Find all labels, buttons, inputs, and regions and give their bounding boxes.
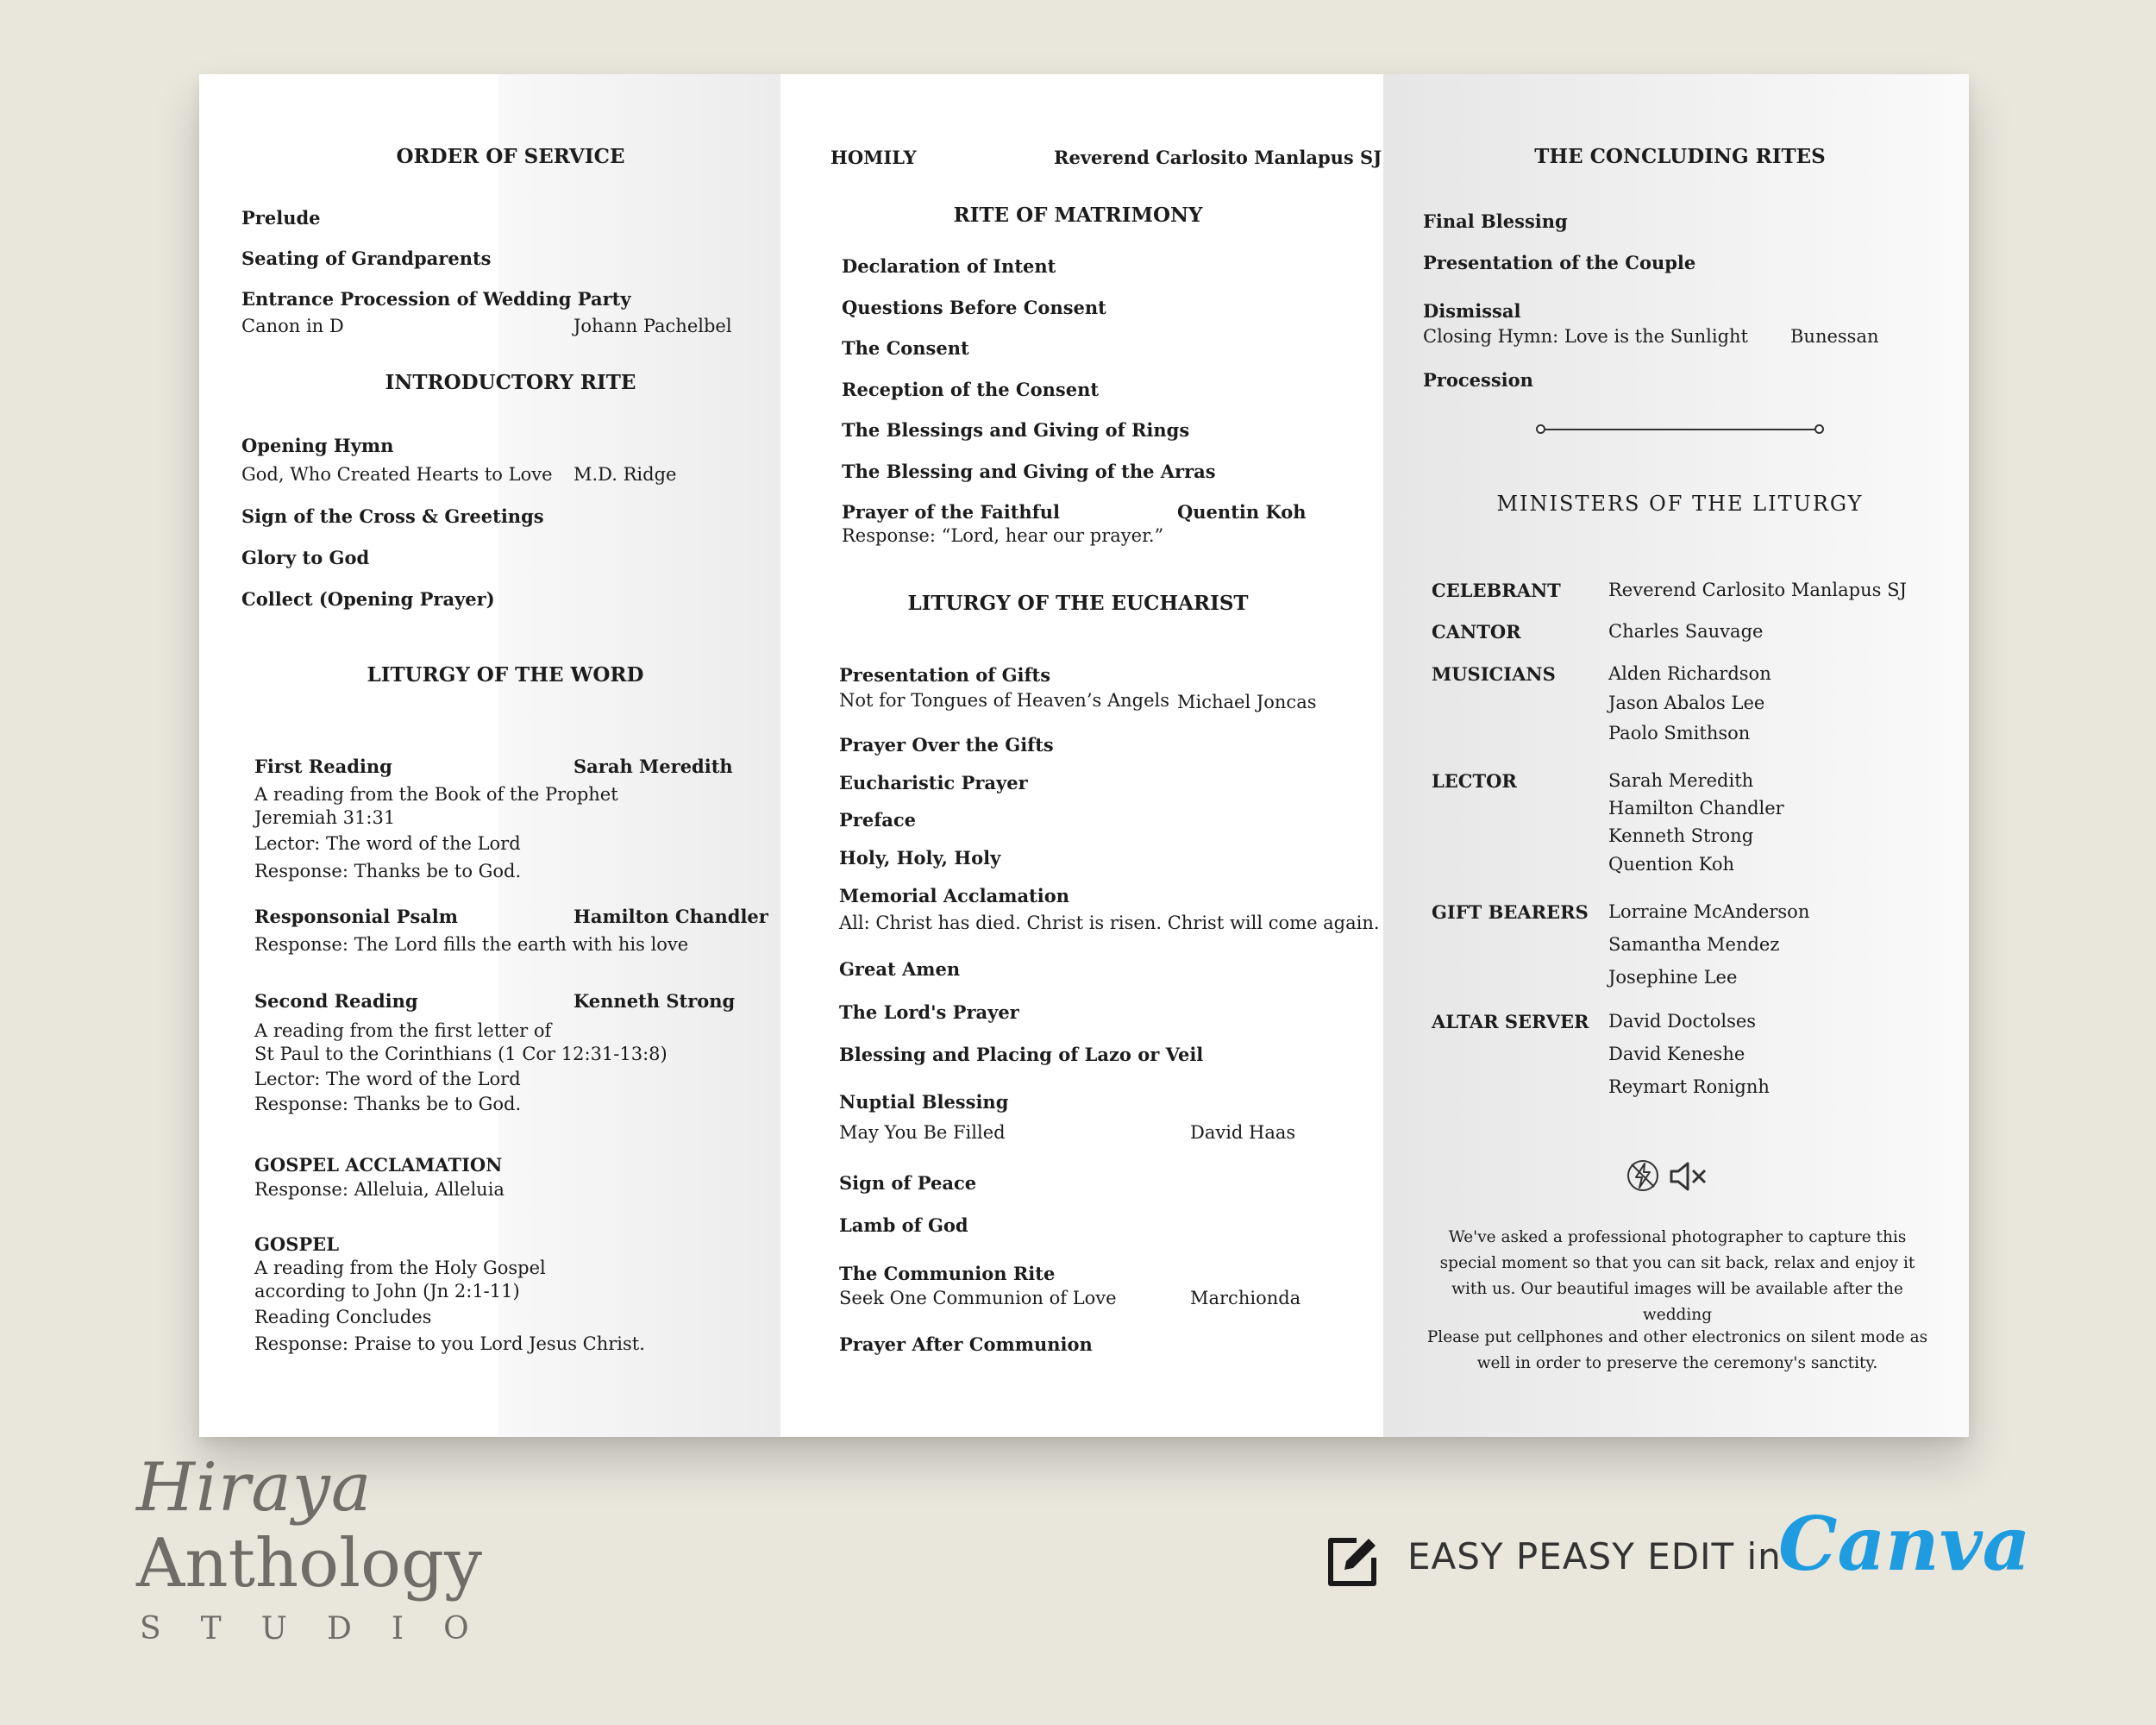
homily: HOMILY bbox=[830, 147, 917, 168]
first-reading-line: Response: Thanks be to God. bbox=[254, 861, 522, 881]
edit-icon bbox=[1324, 1534, 1381, 1590]
presentation-of-gifts: Presentation of Gifts bbox=[839, 664, 1051, 686]
homily-priest: Reverend Carlosito Manlapus SJ bbox=[1054, 147, 1382, 168]
procession: Procession bbox=[1423, 369, 1533, 391]
sign-of-cross: Sign of the Cross & Greetings bbox=[241, 505, 544, 527]
communion-piece: Seek One Communion of Love bbox=[839, 1288, 1117, 1308]
minister-name: Alden Richardson bbox=[1608, 663, 1771, 684]
divider-end-dot bbox=[1536, 424, 1545, 434]
gifts-piece: Not for Tongues of Heaven’s Angels bbox=[839, 690, 1170, 711]
prayer-after-communion: Prayer After Communion bbox=[839, 1333, 1093, 1355]
great-amen: Great Amen bbox=[839, 958, 961, 980]
minister-name: Quention Koh bbox=[1608, 854, 1734, 875]
second-reading-line: St Paul to the Corinthians (1 Cor 12:31-13:8) bbox=[254, 1044, 667, 1064]
second-reading-line: Response: Thanks be to God. bbox=[254, 1094, 522, 1114]
nuptial-composer: David Haas bbox=[1190, 1122, 1296, 1143]
lazo-or-veil: Blessing and Placing of Lazo or Veil bbox=[839, 1044, 1204, 1065]
glory-to-god: Glory to God bbox=[241, 547, 370, 568]
the-consent: The Consent bbox=[842, 337, 969, 359]
memorial-acclamation: Memorial Acclamation bbox=[839, 885, 1070, 906]
gospel-line: according to John (Jn 2:1-11) bbox=[254, 1281, 520, 1302]
minister-name: Sarah Meredith bbox=[1608, 770, 1754, 791]
entrance-composer: Johann Pachelbel bbox=[573, 316, 732, 336]
faithful-reader: Quentin Koh bbox=[1177, 501, 1307, 523]
presentation-of-couple: Presentation of the Couple bbox=[1423, 252, 1696, 273]
nuptial-piece: May You Be Filled bbox=[839, 1122, 1006, 1143]
communion-rite: The Communion Rite bbox=[839, 1263, 1056, 1284]
second-reading-line: Lector: The word of the Lord bbox=[254, 1069, 521, 1089]
psalm-reader: Hamilton Chandler bbox=[573, 906, 768, 927]
minister-name: Reymart Ronignh bbox=[1608, 1076, 1770, 1097]
dismissal: Dismissal bbox=[1423, 300, 1521, 322]
responsorial-psalm: Responsonial Psalm bbox=[254, 906, 458, 927]
opening-hymn: Opening Hymn bbox=[241, 435, 394, 456]
closing-hymn: Closing Hymn: Love is the Sunlight bbox=[1423, 326, 1748, 347]
minister-name: David Keneshe bbox=[1608, 1044, 1745, 1064]
introductory-rite-heading: INTRODUCTORY RITE bbox=[385, 371, 636, 394]
logo-studio: STUDIO bbox=[140, 1611, 509, 1647]
memorial-line: All: Christ has died. Christ is risen. Christ will come again. bbox=[839, 913, 1380, 933]
communion-composer: Marchionda bbox=[1190, 1288, 1301, 1308]
minister-name: Josephine Lee bbox=[1608, 967, 1738, 988]
easy-edit-text: EASY PEASY EDIT in bbox=[1407, 1535, 1782, 1578]
role-label: LECTOR bbox=[1432, 770, 1517, 792]
gospel: GOSPEL bbox=[254, 1233, 339, 1255]
prayer-over-gifts: Prayer Over the Gifts bbox=[839, 734, 1054, 756]
gospel-acclamation: GOSPEL ACCLAMATION bbox=[254, 1154, 503, 1176]
second-reader: Kenneth Strong bbox=[573, 990, 736, 1012]
mute-icon bbox=[1669, 1160, 1708, 1193]
opening-hymn-composer: M.D. Ridge bbox=[573, 464, 677, 485]
gospel-acclamation-response: Response: Alleluia, Alleluia bbox=[254, 1179, 505, 1200]
canva-logo: Canva bbox=[1778, 1501, 2031, 1588]
liturgy-of-word-heading: LITURGY OF THE WORD bbox=[367, 663, 644, 687]
logo-hiraya: Hiraya bbox=[136, 1449, 373, 1527]
final-blessing: Final Blessing bbox=[1423, 210, 1568, 232]
lamb-of-god: Lamb of God bbox=[839, 1214, 968, 1236]
blessing-of-arras: The Blessing and Giving of the Arras bbox=[842, 461, 1216, 482]
minister-name: Kenneth Strong bbox=[1608, 825, 1754, 846]
minister-name: Paolo Smithson bbox=[1608, 723, 1751, 743]
eucharistic-prayer: Eucharistic Prayer bbox=[839, 772, 1028, 794]
questions-before-consent: Questions Before Consent bbox=[842, 297, 1106, 318]
declaration-of-intent: Declaration of Intent bbox=[842, 255, 1056, 277]
second-reading-line: A reading from the first letter of bbox=[254, 1020, 552, 1041]
role-label: GIFT BEARERS bbox=[1432, 901, 1589, 923]
minister-name: David Doctolses bbox=[1608, 1011, 1757, 1032]
silent-mode-note: Please put cellphones and other electronics on silent mode as well in order to preserve the ceremony's sanctity. bbox=[1426, 1328, 1928, 1372]
first-reading-line: Lector: The word of the Lord bbox=[254, 833, 521, 854]
rite-of-matrimony-heading: RITE OF MATRIMONY bbox=[953, 204, 1203, 227]
gospel-line: Reading Concludes bbox=[254, 1307, 432, 1327]
minister-name: Hamilton Chandler bbox=[1608, 798, 1784, 819]
sign-of-peace: Sign of Peace bbox=[839, 1172, 977, 1194]
seating-grandparents: Seating of Grandparents bbox=[241, 248, 492, 269]
minister-name: Charles Sauvage bbox=[1608, 621, 1764, 642]
lords-prayer: The Lord's Prayer bbox=[839, 1001, 1019, 1023]
entrance-procession: Entrance Procession of Wedding Party bbox=[241, 288, 631, 310]
order-of-service-heading: ORDER OF SERVICE bbox=[396, 145, 625, 168]
minister-name: Jason Abalos Lee bbox=[1608, 693, 1765, 713]
role-label: MUSICIANS bbox=[1432, 663, 1556, 685]
holy-holy-holy: Holy, Holy, Holy bbox=[839, 847, 1001, 869]
role-label: CELEBRANT bbox=[1432, 580, 1561, 601]
preface: Preface bbox=[839, 809, 917, 831]
ministers-heading: MINISTERS OF THE LITURGY bbox=[1496, 492, 1864, 516]
collect: Collect (Opening Prayer) bbox=[241, 588, 495, 610]
gospel-line: A reading from the Holy Gospel bbox=[254, 1258, 546, 1278]
gospel-line: Response: Praise to you Lord Jesus Christ. bbox=[254, 1333, 645, 1354]
minister-name: Samantha Mendez bbox=[1608, 934, 1780, 955]
reception-of-consent: Reception of the Consent bbox=[842, 379, 1100, 400]
minister-name: Lorraine McAnderson bbox=[1608, 901, 1810, 922]
minister-name: Reverend Carlosito Manlapus SJ bbox=[1608, 580, 1907, 600]
entrance-piece: Canon in D bbox=[241, 316, 344, 336]
logo-anthology: Anthology bbox=[136, 1525, 483, 1603]
second-reading: Second Reading bbox=[254, 990, 418, 1012]
no-flash-icon bbox=[1626, 1158, 1660, 1193]
faithful-response: Response: “Lord, hear our prayer.” bbox=[842, 525, 1164, 546]
first-reading-line: A reading from the Book of the Prophet bbox=[254, 784, 618, 805]
prelude: Prelude bbox=[241, 207, 321, 229]
psalm-response: Response: The Lord fills the earth with his love bbox=[254, 934, 689, 955]
gifts-composer: Michael Joncas bbox=[1177, 692, 1317, 712]
first-reading: First Reading bbox=[254, 756, 392, 777]
blessing-of-rings: The Blessings and Giving of Rings bbox=[842, 419, 1190, 441]
liturgy-of-eucharist-heading: LITURGY OF THE EUCHARIST bbox=[907, 592, 1249, 615]
closing-composer: Bunessan bbox=[1790, 326, 1879, 347]
role-label: CANTOR bbox=[1432, 621, 1521, 643]
prayer-of-faithful: Prayer of the Faithful bbox=[842, 501, 1060, 523]
role-label: ALTAR SERVER bbox=[1432, 1011, 1589, 1032]
concluding-rites-heading: THE CONCLUDING RITES bbox=[1534, 145, 1826, 168]
divider-end-dot bbox=[1814, 424, 1824, 434]
first-reader: Sarah Meredith bbox=[573, 756, 733, 777]
opening-hymn-piece: God, Who Created Hearts to Love bbox=[241, 464, 553, 485]
first-reading-line: Jeremiah 31:31 bbox=[254, 807, 396, 828]
photographer-note: We've asked a professional photographer to capture this special moment so that you can sit back, relax and enjoy it with us. Our beautiful images will be available after the wedding bbox=[1439, 1228, 1915, 1324]
divider-line bbox=[1541, 429, 1819, 430]
nuptial-blessing: Nuptial Blessing bbox=[839, 1091, 1009, 1113]
